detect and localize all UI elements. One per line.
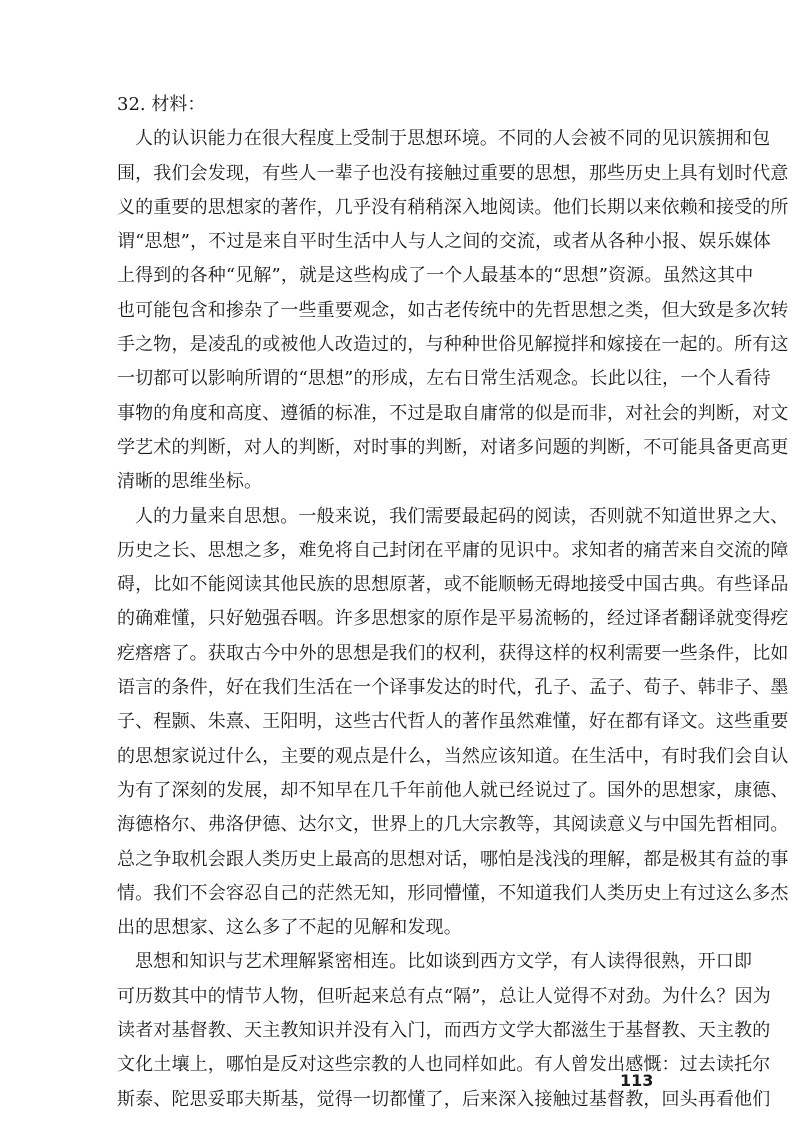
text-line: 出的思想家、这么多了不起的见解和发现。 bbox=[117, 917, 462, 939]
text-line: 事物的角度和高度、遵循的标准，不过是取自庸常的似是而非，对社会的判断，对文 bbox=[117, 402, 789, 424]
text-line: 也可能包含和掺杂了一些重要观念，如古老传统中的先哲思想之类，但大致是多次转 bbox=[117, 299, 789, 321]
text-line: 义的重要的思想家的著作，几乎没有稍稍深入地阅读。他们长期以来依赖和接受的所 bbox=[117, 196, 789, 218]
text-line: 学艺术的判断，对人的判断，对时事的判断，对诸多问题的判断，不可能具备更高更 bbox=[117, 436, 789, 458]
text-line: 上得到的各种“见解”，就是这些构成了一个人最基本的“思想”资源。虽然这其中 bbox=[117, 265, 754, 287]
text-line: 疙瘩瘩了。获取古今中外的思想是我们的权利，获得这样的权利需要一些条件，比如 bbox=[117, 642, 789, 664]
text-line: 总之争取机会跟人类历史上最高的思想对话，哪怕是浅浅的理解，都是极其有益的事 bbox=[117, 848, 789, 870]
text-line: 手之物，是凌乱的或被他人改造过的，与种种世俗见解搅拌和嫁接在一起的。所有这 bbox=[117, 334, 789, 356]
paragraphs-container bbox=[117, 122, 789, 1117]
text-line: 语言的条件，好在我们生活在一个译事发达的时代，孔子、孟子、荀子、韩非子、墨 bbox=[117, 677, 789, 699]
text-line: 海德格尔、弗洛伊德、达尔文，世界上的几大宗教等，其阅读意义与中国先哲相同。 bbox=[117, 814, 789, 836]
document-body bbox=[117, 88, 789, 1117]
paragraph bbox=[117, 122, 789, 499]
text-line: 围，我们会发现，有些人一辈子也没有接触过重要的思想，那些历史上具有划时代意 bbox=[117, 162, 789, 184]
question-heading: 32. 材料： bbox=[117, 94, 206, 115]
text-line: 历史之长、思想之多，难免将自己封闭在平庸的见识中。求知者的痛苦来自交流的障 bbox=[117, 539, 789, 561]
page-number: 113 bbox=[620, 1071, 654, 1090]
text-line: 子、程颢、朱熹、王阳明，这些古代哲人的著作虽然难懂，好在都有译文。这些重要 bbox=[117, 711, 789, 733]
text-line: 一切都可以影响所谓的“思想”的形成，左右日常生活观念。长此以往，一个人看待 bbox=[117, 368, 771, 390]
text-line: 情。我们不会容忍自己的茫然无知，形同懵懂，不知道我们人类历史上有过这么多杰 bbox=[117, 882, 789, 904]
text-line: 思想和知识与艺术理解紧密相连。比如谈到西方文学，有人读得很熟，开口即 bbox=[135, 951, 753, 973]
text-line: 读者对基督教、天主教知识并没有入门，而西方文学大都滋生于基督教、天主教的 bbox=[117, 1020, 771, 1042]
text-line: 清晰的思维坐标。 bbox=[117, 471, 263, 493]
text-line: 的确难懂，只好勉强吞咽。许多思想家的原作是平易流畅的，经过译者翻译就变得疙 bbox=[117, 608, 789, 630]
text-line: 谓“思想”，不过是来自平时生活中人与人之间的交流，或者从各种小报、娱乐媒体 bbox=[117, 231, 771, 253]
text-line: 的思想家说过什么，主要的观点是什么，当然应该知道。在生活中，有时我们会自认 bbox=[117, 745, 789, 767]
paragraph bbox=[117, 500, 789, 946]
text-line: 可历数其中的情节人物，但听起来总有点“隔”，总让人觉得不对劲。为什么？因为 bbox=[117, 985, 771, 1007]
text-line: 为有了深刻的发展，却不知早在几千年前他人就已经说过了。国外的思想家，康德、 bbox=[117, 779, 789, 801]
paragraph bbox=[117, 945, 771, 1116]
text-line: 文化土壤上，哪怕是反对这些宗教的人也同样如此。有人曾发出感慨：过去读托尔 bbox=[117, 1054, 771, 1076]
text-line: 碍，比如不能阅读其他民族的思想原著，或不能顺畅无碍地接受中国古典。有些译品 bbox=[117, 574, 789, 596]
text-line: 人的认识能力在很大程度上受制于思想环境。不同的人会被不同的见识簇拥和包 bbox=[135, 128, 771, 150]
text-line: 斯泰、陀思妥耶夫斯基，觉得一切都懂了，后来深入接触过基督教，回头再看他们 bbox=[117, 1088, 771, 1110]
text-line: 人的力量来自思想。一般来说，我们需要最起码的阅读，否则就不知道世界之大、 bbox=[135, 505, 789, 527]
